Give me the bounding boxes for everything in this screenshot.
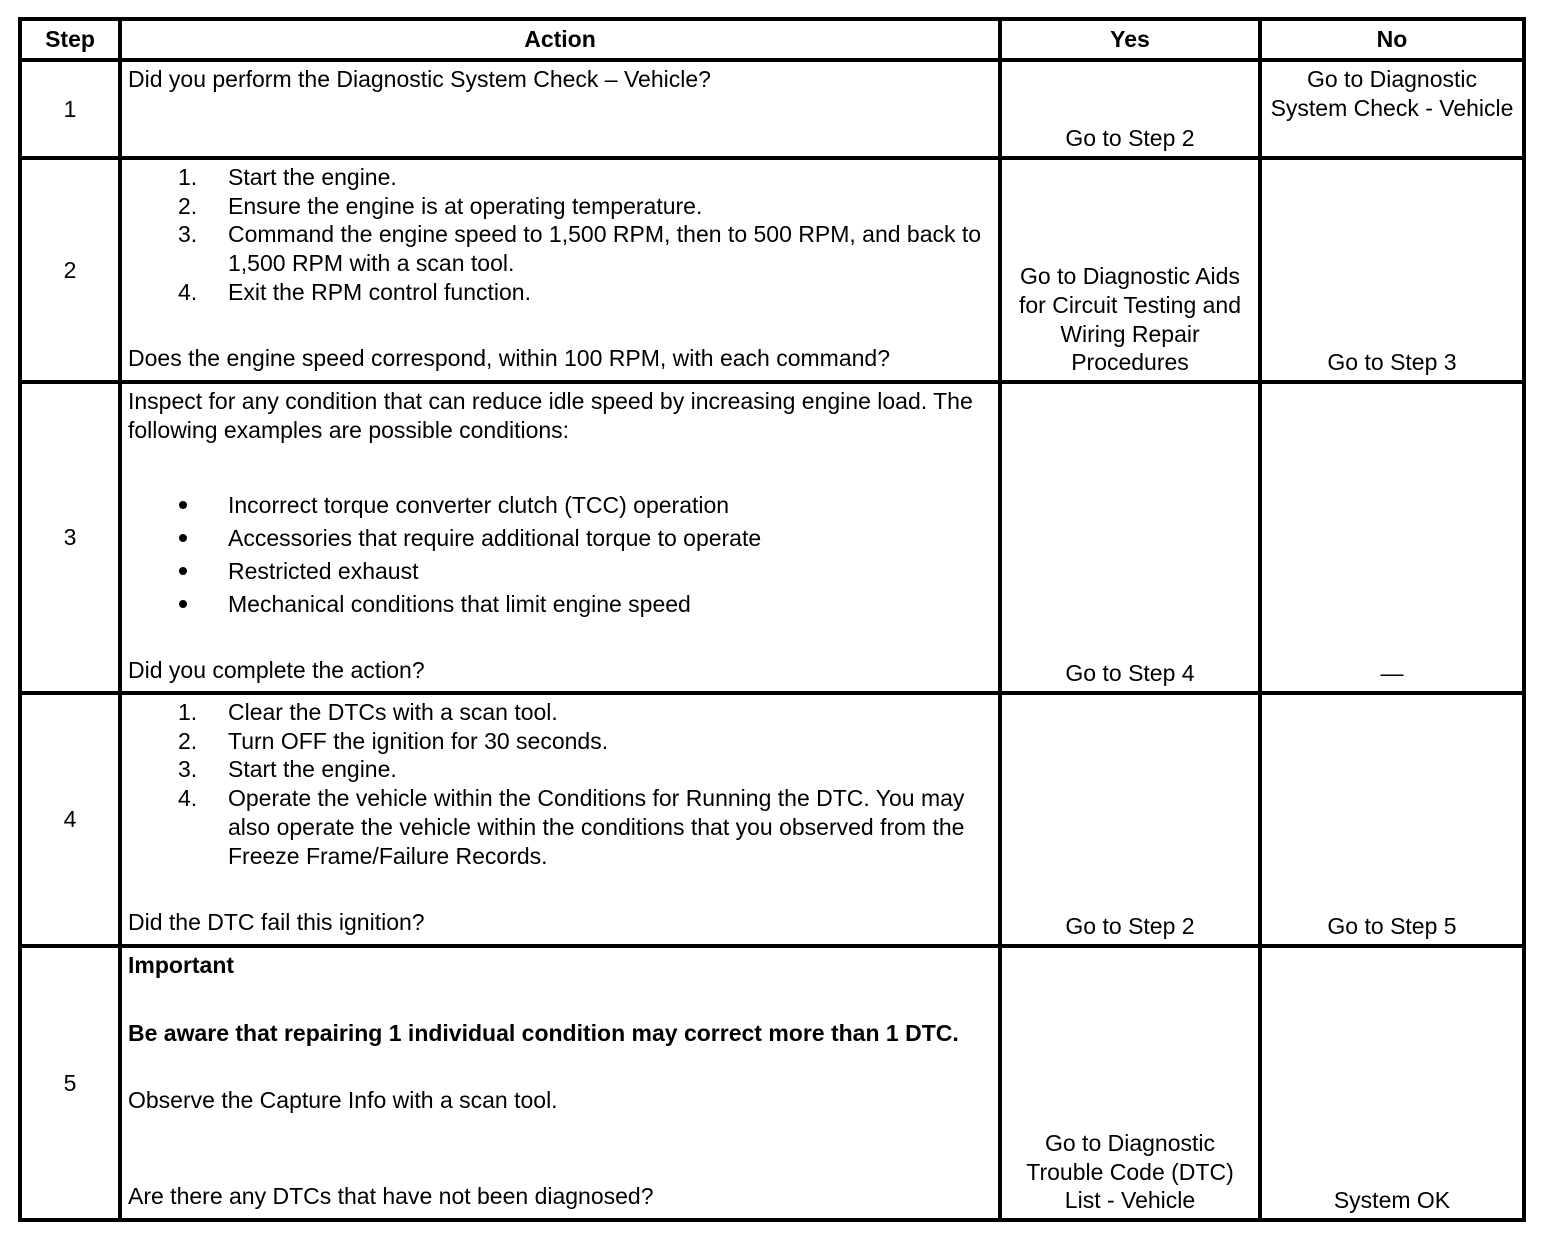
list-item: 1. Clear the DTCs with a scan tool. bbox=[178, 699, 558, 725]
list-item: 1. Start the engine. bbox=[178, 164, 397, 190]
action-cell bbox=[120, 60, 1000, 158]
action-question: Did you complete the action? bbox=[128, 657, 425, 684]
step-number: 1 bbox=[20, 60, 120, 158]
no-cell: Go to Diagnostic System Check - Vehicle bbox=[1260, 60, 1524, 158]
list-item: 2. Turn OFF the ignition for 30 seconds. bbox=[178, 727, 609, 754]
header-action: Action bbox=[120, 19, 1000, 60]
action-steps bbox=[128, 698, 988, 870]
step-number: 2 bbox=[20, 158, 120, 382]
important-text: Be aware that repairing 1 individual condition may correct more than 1 DTC. bbox=[128, 1019, 959, 1046]
no-cell: Go to Step 5 bbox=[1260, 693, 1524, 946]
list-item: Mechanical conditions that limit engine speed bbox=[228, 590, 691, 617]
step-number: 3 bbox=[20, 382, 120, 693]
action-cell bbox=[120, 693, 1000, 946]
list-item: 2. Ensure the engine is at operating temperature. bbox=[178, 192, 703, 219]
list-item: 4. Exit the RPM control function. bbox=[178, 278, 531, 305]
action-question: Did you perform the Diagnostic System Check – Vehicle? bbox=[128, 66, 711, 92]
list-item: 3. Start the engine. bbox=[178, 756, 397, 783]
header-step: Step bbox=[20, 19, 120, 60]
condition-list bbox=[128, 488, 988, 620]
table-row bbox=[20, 382, 1524, 693]
list-item: Restricted exhaust bbox=[228, 557, 419, 584]
no-cell: — bbox=[1260, 382, 1524, 693]
action-steps bbox=[128, 163, 988, 307]
list-item: Accessories that require additional torque to operate bbox=[228, 524, 762, 551]
yes-cell: Go to Step 4 bbox=[1000, 382, 1260, 693]
table-row bbox=[20, 693, 1524, 946]
header-no: No bbox=[1260, 19, 1524, 60]
action-question: Did the DTC fail this ignition? bbox=[128, 909, 425, 936]
list-item: 4. Operate the vehicle within the Conditions for Running the DTC. You may also operate the vehicle within the conditions that you observed from the Freeze Frame/Failure Records. bbox=[178, 785, 965, 869]
yes-cell: Go to Diagnostic Trouble Code (DTC) List - Vehicle bbox=[1000, 946, 1260, 1220]
list-item: Incorrect torque converter clutch (TCC) operation bbox=[228, 491, 730, 518]
yes-cell: Go to Step 2 bbox=[1000, 60, 1260, 158]
yes-cell: Go to Step 2 bbox=[1000, 693, 1260, 946]
action-question: Are there any DTCs that have not been diagnosed? bbox=[128, 1183, 654, 1210]
no-cell: System OK bbox=[1260, 946, 1524, 1220]
action-question: Does the engine speed correspond, within 100 RPM, with each command? bbox=[128, 345, 890, 372]
header-row bbox=[20, 19, 1524, 60]
table-row bbox=[20, 946, 1524, 1220]
diagnostic-table bbox=[18, 17, 1526, 1222]
no-cell: Go to Step 3 bbox=[1260, 158, 1524, 382]
action-intro: Inspect for any condition that can reduce idle speed by increasing engine load. The following examples are possible conditions: bbox=[128, 388, 973, 443]
important-label: Important bbox=[128, 952, 235, 978]
header-yes: Yes bbox=[1000, 19, 1260, 60]
action-cell bbox=[120, 946, 1000, 1220]
table-row bbox=[20, 60, 1524, 158]
step-number: 4 bbox=[20, 693, 120, 946]
list-item: 3. Command the engine speed to 1,500 RPM, then to 500 RPM, and back to 1,500 RPM with a scan tool. bbox=[178, 221, 982, 277]
table-row bbox=[20, 158, 1524, 382]
action-instruction: Observe the Capture Info with a scan tool. bbox=[128, 1087, 558, 1114]
action-cell bbox=[120, 158, 1000, 382]
action-cell bbox=[120, 382, 1000, 693]
yes-cell: Go to Diagnostic Aids for Circuit Testing and Wiring Repair Procedures bbox=[1000, 158, 1260, 382]
step-number: 5 bbox=[20, 946, 120, 1220]
